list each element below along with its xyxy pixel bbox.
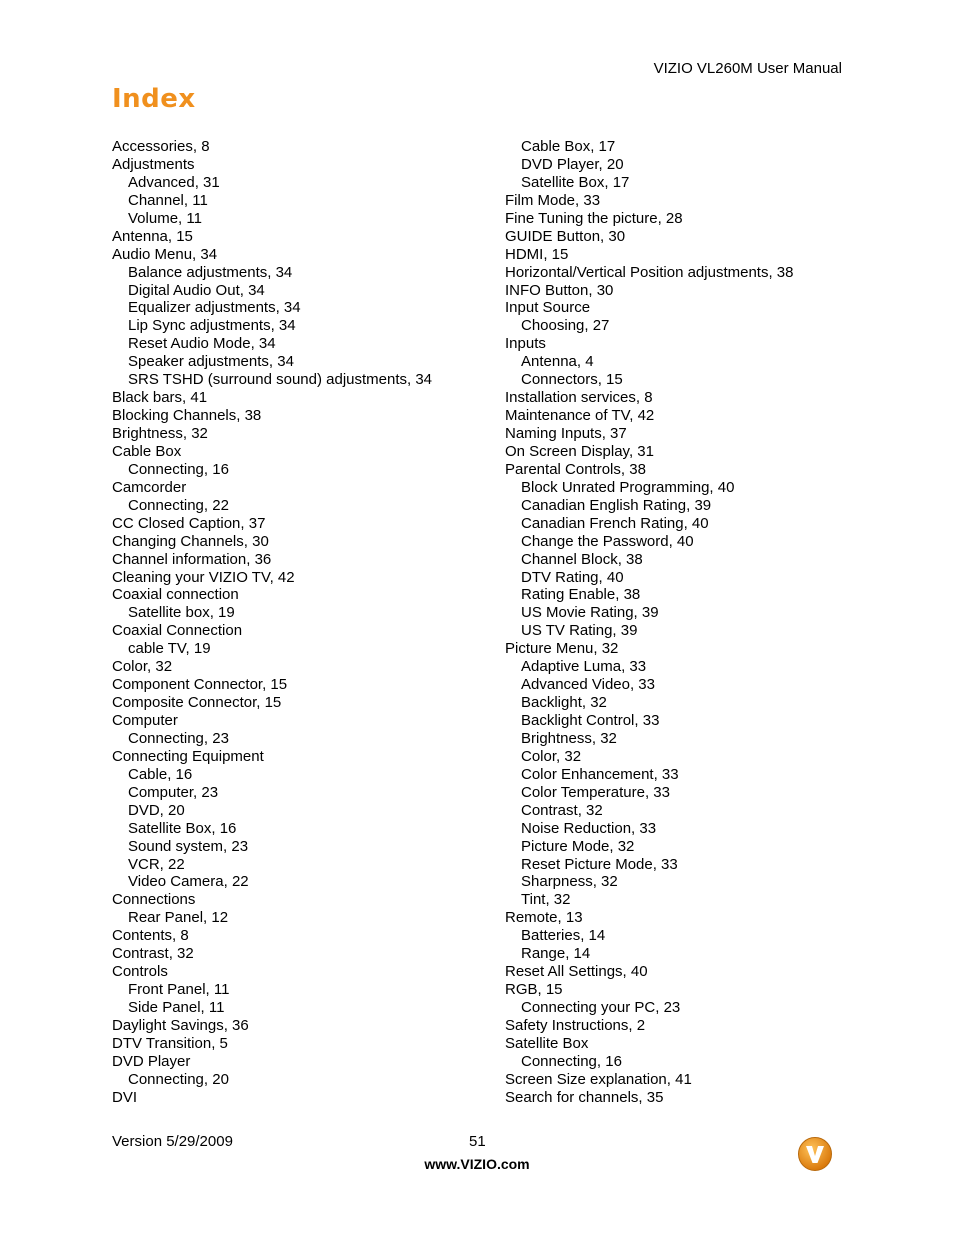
index-entry: Reset All Settings, 40 xyxy=(505,963,648,981)
index-subentry: Side Panel, 11 xyxy=(128,999,225,1016)
page-title: Index xyxy=(112,84,196,114)
index-subentry: Satellite box, 19 xyxy=(128,604,235,622)
index-entry: CC Closed Caption, 37 xyxy=(112,514,266,532)
index-subentry: US Movie Rating, 39 xyxy=(521,604,659,622)
index-subentry: Reset Audio Mode, 34 xyxy=(128,335,276,353)
index-subentry: Color Temperature, 33 xyxy=(521,783,670,801)
index-entry: Composite Connector, 15 xyxy=(112,694,282,712)
index-entry: GUIDE Button, 30 xyxy=(505,227,626,245)
index-subentry: US TV Rating, 39 xyxy=(521,622,638,640)
index-subentry: Channel, 11 xyxy=(128,191,208,209)
index-subentry: Sharpness, 32 xyxy=(521,873,618,891)
index-subentry: Contrast, 32 xyxy=(521,801,603,819)
index-entry: DVI xyxy=(112,1088,138,1106)
index-entry: DTV Transition, 5 xyxy=(112,1034,228,1052)
index-entry: Parental Controls, 38 xyxy=(505,460,646,478)
index-entry: Input Source xyxy=(505,299,591,317)
index-column-right xyxy=(505,138,793,1107)
index-subentry: Cable Box, 17 xyxy=(521,138,616,155)
index-subentry: VCR, 22 xyxy=(128,855,185,873)
index-subentry: DVD, 20 xyxy=(128,801,185,819)
index-entry: On Screen Display, 31 xyxy=(505,442,654,460)
index-entry: Accessories, 8 xyxy=(112,138,210,155)
manual-title: VIZIO VL260M User Manual xyxy=(653,60,842,77)
index-entry: Maintenance of TV, 42 xyxy=(505,407,655,425)
index-subentry: Noise Reduction, 33 xyxy=(521,819,657,837)
index-subentry: Lip Sync adjustments, 34 xyxy=(128,317,296,335)
index-entry: HDMI, 15 xyxy=(505,245,569,263)
index-entry: Fine Tuning the picture, 28 xyxy=(505,209,683,227)
index-subentry: Block Unrated Programming, 40 xyxy=(521,478,735,496)
index-entry: Component Connector, 15 xyxy=(112,676,288,694)
index-entry: Remote, 13 xyxy=(505,909,583,927)
index-subentry: Connecting, 22 xyxy=(128,496,229,514)
index-subentry: Volume, 11 xyxy=(128,209,202,227)
index-subentry: Computer, 23 xyxy=(128,783,219,801)
index-entry: Contrast, 32 xyxy=(112,945,194,963)
index-entry: Coaxial connection xyxy=(112,586,239,604)
index-subentry: Balance adjustments, 34 xyxy=(128,263,293,281)
index-entry: Search for channels, 35 xyxy=(505,1088,664,1106)
index-entry: Cable Box xyxy=(112,442,182,460)
index-entry: Film Mode, 33 xyxy=(505,191,601,209)
index-column-left xyxy=(112,138,432,1107)
index-subentry: Antenna, 4 xyxy=(521,353,594,371)
footer-version: Version 5/29/2009 xyxy=(112,1133,233,1150)
index-entry: Channel information, 36 xyxy=(112,550,272,568)
index-entry: Cleaning your VIZIO TV, 42 xyxy=(112,568,295,586)
index-entry: Naming Inputs, 37 xyxy=(505,425,627,442)
index-subentry: Connectors, 15 xyxy=(521,371,623,389)
index-entry: DVD Player xyxy=(112,1052,191,1070)
index-entry: Blocking Channels, 38 xyxy=(112,407,262,425)
index-entry: INFO Button, 30 xyxy=(505,281,614,299)
index-subentry: Satellite Box, 17 xyxy=(521,173,630,191)
index-subentry: Connecting, 20 xyxy=(128,1070,229,1088)
index-subentry: Color, 32 xyxy=(521,747,582,765)
index-entry: Controls xyxy=(112,963,168,981)
index-subentry: Front Panel, 11 xyxy=(128,981,230,999)
index-subentry: Rating Enable, 38 xyxy=(521,586,641,604)
index-entry: Satellite Box xyxy=(505,1034,589,1052)
index-subentry: Video Camera, 22 xyxy=(128,873,249,891)
index-entry: Inputs xyxy=(505,335,546,353)
index-subentry: SRS TSHD (surround sound) adjustments, 34 xyxy=(128,371,433,389)
index-entry: Connecting Equipment xyxy=(112,747,264,765)
index-entry: Horizontal/Vertical Position adjustments, 38 xyxy=(505,263,794,281)
index-subentry: Connecting, 16 xyxy=(128,460,229,478)
index-subentry: Choosing, 27 xyxy=(521,317,610,335)
index-subentry: Sound system, 23 xyxy=(128,837,249,855)
index-entry: Camcorder xyxy=(112,478,187,496)
index-subentry: Equalizer adjustments, 34 xyxy=(128,299,301,317)
index-entry: Changing Channels, 30 xyxy=(112,532,269,550)
index-entry: Black bars, 41 xyxy=(112,389,208,407)
index-entry: Audio Menu, 34 xyxy=(112,245,218,263)
index-subentry: Digital Audio Out, 34 xyxy=(128,281,265,299)
index-entry: Daylight Savings, 36 xyxy=(112,1016,249,1034)
index-subentry: Canadian English Rating, 39 xyxy=(521,496,712,514)
index-subentry: Picture Mode, 32 xyxy=(521,837,635,855)
index-subentry: DTV Rating, 40 xyxy=(521,568,624,586)
index-entry: Computer xyxy=(112,712,178,729)
index-entry: RGB, 15 xyxy=(505,981,563,999)
index-entry: Antenna, 15 xyxy=(112,227,193,245)
index-entry: Picture Menu, 32 xyxy=(505,640,619,658)
index-entry: Installation services, 8 xyxy=(505,389,653,407)
page-number: 51 xyxy=(469,1133,486,1150)
index-subentry: Batteries, 14 xyxy=(521,927,606,945)
index-subentry: Canadian French Rating, 40 xyxy=(521,514,709,532)
index-subentry: Connecting your PC, 23 xyxy=(521,999,681,1016)
index-subentry: Connecting, 16 xyxy=(521,1052,622,1070)
index-subentry: Backlight Control, 33 xyxy=(521,712,660,729)
index-entry: Contents, 8 xyxy=(112,927,189,945)
index-entry: Color, 32 xyxy=(112,658,173,676)
index-subentry: Brightness, 32 xyxy=(521,729,617,747)
index-entry: Safety Instructions, 2 xyxy=(505,1016,646,1034)
index-subentry: DVD Player, 20 xyxy=(521,155,624,173)
index-subentry: Range, 14 xyxy=(521,945,591,963)
index-subentry: Cable, 16 xyxy=(128,765,193,783)
index-subentry: Color Enhancement, 33 xyxy=(521,765,679,783)
index-entry: Brightness, 32 xyxy=(112,425,208,442)
index-subentry: cable TV, 19 xyxy=(128,640,211,658)
index-subentry: Adaptive Luma, 33 xyxy=(521,658,647,676)
index-entry: Connections xyxy=(112,891,196,909)
vizio-v-logo-icon xyxy=(797,1136,833,1172)
index-subentry: Backlight, 32 xyxy=(521,694,607,712)
index-subentry: Reset Picture Mode, 33 xyxy=(521,855,678,873)
index-entry: Coaxial Connection xyxy=(112,622,243,640)
index-entry: Screen Size explanation, 41 xyxy=(505,1070,692,1088)
footer-url: www.VIZIO.com xyxy=(424,1156,530,1172)
index-subentry: Advanced Video, 33 xyxy=(521,676,655,694)
index-subentry: Channel Block, 38 xyxy=(521,550,643,568)
index-subentry: Advanced, 31 xyxy=(128,173,220,191)
index-subentry: Connecting, 23 xyxy=(128,729,229,747)
index-entry: Adjustments xyxy=(112,155,195,173)
index-subentry: Rear Panel, 12 xyxy=(128,909,229,927)
index-subentry: Satellite Box, 16 xyxy=(128,819,237,837)
index-subentry: Speaker adjustments, 34 xyxy=(128,353,294,371)
index-subentry: Change the Password, 40 xyxy=(521,532,694,550)
index-subentry: Tint, 32 xyxy=(521,891,571,909)
